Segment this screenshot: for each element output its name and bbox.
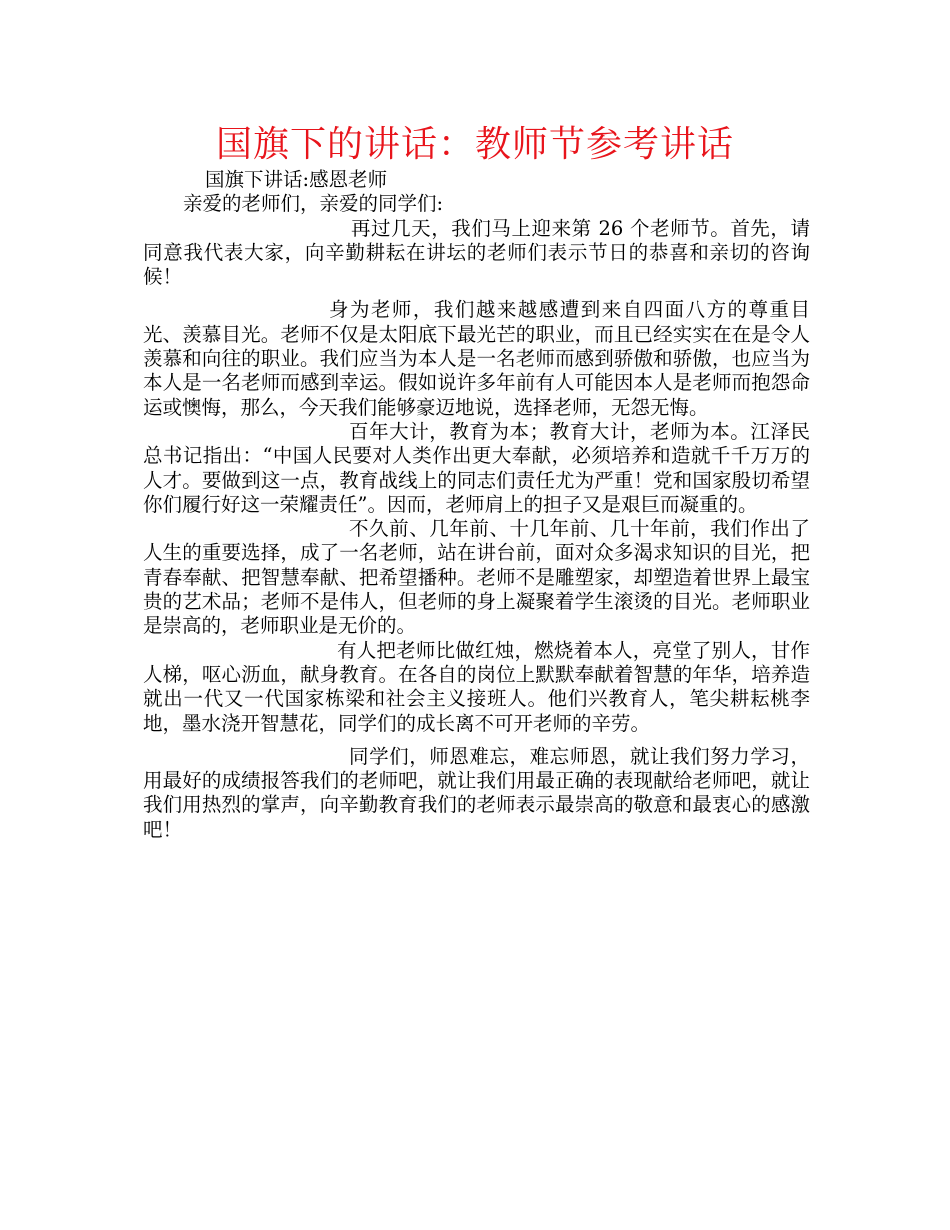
greeting: 亲爱的老师们，亲爱的同学们: [183,192,444,216]
document-title: 国旗下的讲话：教师节参考讲话 [215,124,734,165]
document-body [143,168,810,842]
speech-subtitle: 国旗下讲话:感恩老师 [205,168,388,191]
paragraph-2: 身为老师，我们越来越感遭到来自四面八方的尊重目光、羡慕目光。老师不仅是太阳底下最光芒的职业，而且已经实实在在是令人羡慕和向往的职业。我们应当为本人是一名老师而感到骄傲和骄傲，也应当为本人是一名老师而感到幸运。假如说许多年前有人可能因本人是老师而抱怨命运或懊悔，那么，今天我们能够豪迈地说，选择老师，无怨无悔。 [143,298,810,419]
paragraph-3: 百年大计，教育为本；教育大计，老师为本。江泽民总书记指出：“中国人民要对人类作出更大奉献，必须培养和造就千千万万的人才。要做到这一点，教育战线上的同志们责任尤为严重！党和国家殷切希望你们履行好这一荣耀责任”。因而，老师肩上的担子又是艰巨而凝重的。 [143,419,810,516]
paragraph-4: 不久前、几年前、十几年前、几十年前，我们作出了人生的重要选择，成了一名老师，站在讲台前，面对众多渴求知识的目光，把青春奉献、把智慧奉献、把希望播种。老师不是雕塑家，却塑造着世界上最宝贵的艺术品；老师不是伟人，但老师的身上凝聚着学生滚烫的目光。老师职业是崇高的，老师职业是无价的。 [143,517,810,638]
paragraph-5: 有人把老师比做红烛，燃烧着本人，亮堂了别人，甘作人梯，呕心沥血，献身教育。在各自的岗位上默默奉献着智慧的年华，培养造就出一代又一代国家栋梁和社会主义接班人。他们兴教育人，笔尖耕耘桃李地，墨水浇开智慧花，同学们的成长离不可开老师的辛劳。 [143,638,810,735]
paragraph-6: 同学们，师恩难忘，难忘师恩，就让我们努力学习，用最好的成绩报答我们的老师吧，就让我们用最正确的表现献给老师吧，就让我们用热烈的掌声，向辛勤教育我们的老师表示最崇高的敬意和最衷心的感激吧！ [143,744,810,841]
paragraph-1: 再过几天，我们马上迎来第 26 个老师节。首先，请同意我代表大家，向辛勤耕耘在讲坛的老师们表示节日的恭喜和亲切的咨询候！ [143,216,810,289]
